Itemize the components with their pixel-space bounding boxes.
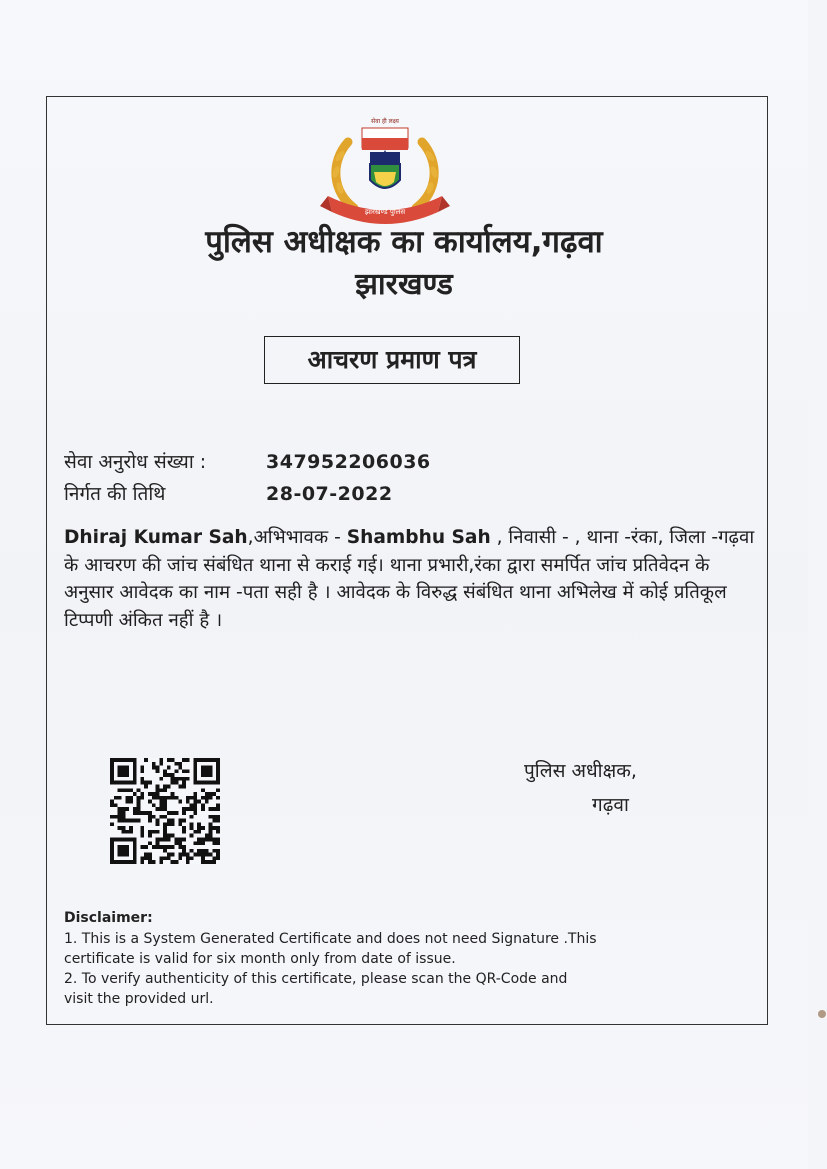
body-text: , निवासी - , थाना -रंका, जिला -गढ़वा के आचरण की जांच संबंधित थाना से कराई गई। थाना प्रभारी,रंका द्वारा समर्पित जांच प्रतिवेदन के अनुसार आवेदक का नाम -पता सही है । आवेदक के विरुद्ध संबंधित थाना अभिलेख में कोई प्रतिकूल टिप्पणी अंकित नहीं है । [64, 527, 755, 631]
emblem-ribbon-text: झारखण्ड पुलिस [364, 208, 406, 216]
issue-date-label: निर्गत की तिथि [64, 483, 166, 505]
signatory-place: गढ़वा [592, 794, 629, 816]
office-title: पुलिस अधीक्षक का कार्यालय,गढ़वा [205, 224, 603, 260]
disclaimer-line-3: 2. To verify authenticity of this certificate, please scan the QR-Code and [64, 971, 568, 987]
certificate-title: आचरण प्रमाण पत्र [264, 336, 520, 384]
disclaimer-heading: Disclaimer: [64, 910, 153, 926]
disclaimer-line-2: certificate is valid for six month only from date of issue. [64, 951, 456, 967]
scan-speck [818, 1010, 826, 1018]
applicant-name: Dhiraj Kumar Sah [64, 527, 248, 548]
jharkhand-police-emblem-icon [318, 112, 452, 232]
request-number-row [64, 448, 431, 476]
guardian-name: Shambhu Sah [346, 527, 491, 548]
emblem-motto: सेवा ही लक्ष्य [371, 118, 399, 125]
disclaimer-line-4: visit the provided url. [64, 991, 214, 1007]
disclaimer-line-1: 1. This is a System Generated Certificate and does not need Signature .This [64, 931, 597, 947]
signatory-designation: पुलिस अधीक्षक, [524, 760, 637, 782]
qr-code-icon [110, 758, 220, 864]
issue-date-value: 28-07-2022 [266, 483, 393, 505]
issue-date-row [64, 480, 393, 508]
state-title: झारखण्ड [355, 267, 453, 302]
request-number-value: 347952206036 [266, 451, 431, 473]
qr-code-graphic [110, 758, 220, 864]
guardian-label: ,अभिभावक - [247, 527, 347, 548]
certificate-body [64, 524, 764, 634]
request-number-label: सेवा अनुरोध संख्या : [64, 451, 207, 473]
